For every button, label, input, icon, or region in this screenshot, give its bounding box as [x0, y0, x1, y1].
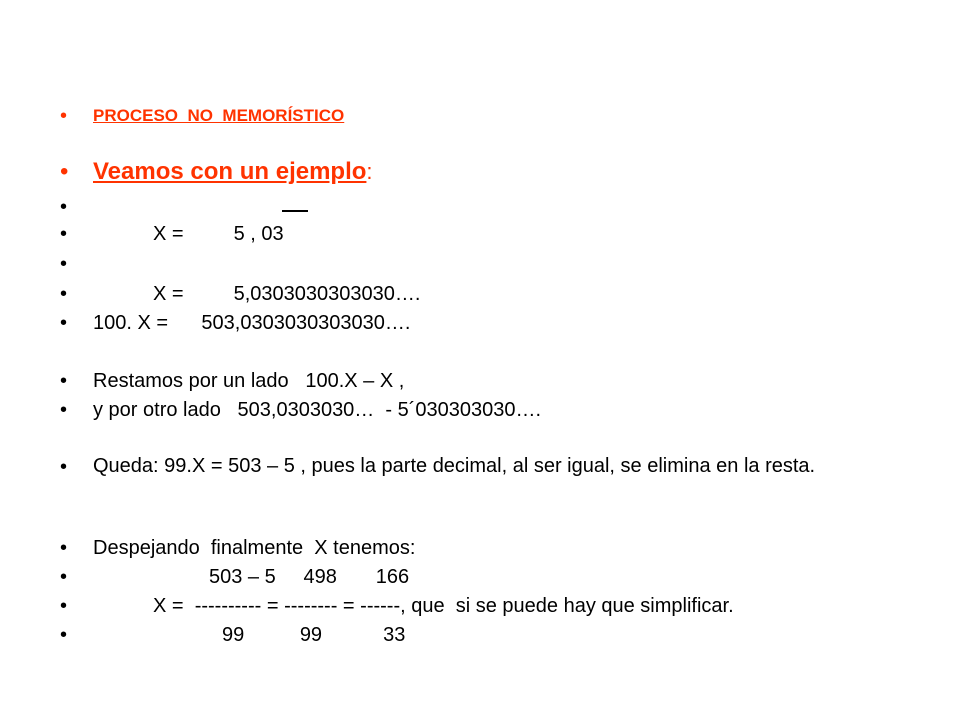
bullet: •: [60, 456, 68, 478]
repeating-decimal-bar: [282, 210, 308, 212]
hundred-x-text: 100. X = 503,0303030303030….: [93, 312, 411, 334]
bullet: •: [60, 196, 68, 218]
result-text: Queda: 99.X = 503 – 5 , pues la parte decimal, al ser igual, se elimina en la resta.: [93, 455, 816, 477]
subheading: [93, 160, 373, 184]
bullet: •: [60, 312, 68, 334]
bullet: •: [60, 624, 68, 646]
denominators-text: 99 99 33: [222, 624, 406, 646]
solving-text: Despejando finalmente X tenemos:: [93, 537, 416, 559]
denominators-line: [60, 623, 900, 719]
subheading-text: Veamos con un ejemplo: [93, 158, 367, 185]
bullet: •: [60, 370, 68, 392]
bullet: •: [60, 595, 68, 617]
numerators-text: 503 – 5 498 166: [209, 566, 410, 588]
subtract-text-1: Restamos por un lado 100.X – X ,: [93, 370, 405, 392]
bullet: •: [60, 105, 68, 127]
heading: PROCESO NO MEMORÍSTICO: [93, 106, 345, 125]
bullet: •: [60, 158, 69, 185]
x-expanded-text: X = 5,0303030303030….: [153, 283, 421, 305]
bullet: •: [60, 399, 68, 421]
bullet: •: [60, 283, 68, 305]
bullet: •: [60, 566, 68, 588]
bullet: •: [60, 253, 68, 275]
subtract-text-2: y por otro lado 503,0303030… - 5´030303030….: [93, 399, 542, 421]
bullet: •: [60, 223, 68, 245]
fraction-text: X = ---------- = -------- = ------, que si se puede hay que simplificar.: [153, 595, 734, 617]
subheading-colon: :: [366, 159, 373, 184]
x-repeating-text: X = 5 , 03: [153, 223, 284, 245]
bullet: •: [60, 537, 68, 559]
